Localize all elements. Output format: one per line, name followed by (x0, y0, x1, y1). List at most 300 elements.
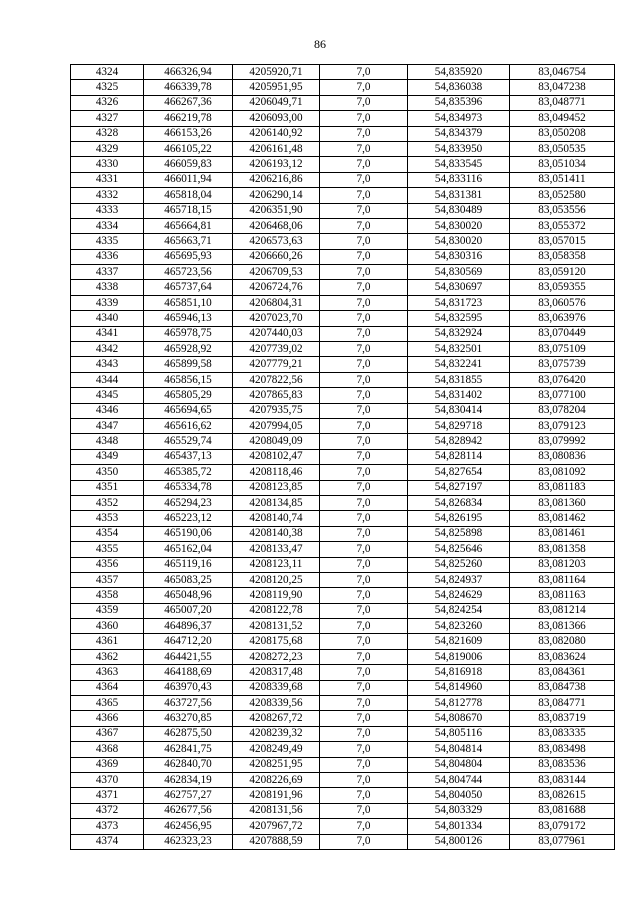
longitude-cell: 83,050208 (510, 126, 615, 141)
latitude-cell: 54,808670 (408, 711, 510, 726)
height-cell: 7,0 (320, 526, 408, 541)
latitude-cell: 54,814960 (408, 680, 510, 695)
y-coordinate-cell: 4207440,03 (233, 326, 320, 341)
height-cell: 7,0 (320, 465, 408, 480)
longitude-cell: 83,079123 (510, 418, 615, 433)
x-coordinate-cell: 465162,04 (144, 542, 233, 557)
y-coordinate-cell: 4205951,95 (233, 80, 320, 95)
table-row (71, 280, 615, 295)
table-row (71, 342, 615, 357)
table-row (71, 588, 615, 603)
point-number-cell: 4359 (71, 603, 144, 618)
longitude-cell: 83,060576 (510, 295, 615, 310)
x-coordinate-cell: 465899,58 (144, 357, 233, 372)
latitude-cell: 54,824629 (408, 588, 510, 603)
table-row (71, 434, 615, 449)
height-cell: 7,0 (320, 342, 408, 357)
x-coordinate-cell: 465616,62 (144, 418, 233, 433)
point-number-cell: 4330 (71, 157, 144, 172)
longitude-cell: 83,079992 (510, 434, 615, 449)
x-coordinate-cell: 465663,71 (144, 234, 233, 249)
height-cell: 7,0 (320, 234, 408, 249)
point-number-cell: 4373 (71, 819, 144, 834)
point-number-cell: 4325 (71, 80, 144, 95)
table-row (71, 572, 615, 587)
x-coordinate-cell: 465928,92 (144, 342, 233, 357)
y-coordinate-cell: 4208267,72 (233, 711, 320, 726)
point-number-cell: 4362 (71, 649, 144, 664)
latitude-cell: 54,821609 (408, 634, 510, 649)
table-row (71, 157, 615, 172)
point-number-cell: 4344 (71, 372, 144, 387)
y-coordinate-cell: 4208140,38 (233, 526, 320, 541)
latitude-cell: 54,800126 (408, 834, 510, 849)
y-coordinate-cell: 4208251,95 (233, 757, 320, 772)
height-cell: 7,0 (320, 757, 408, 772)
longitude-cell: 83,063976 (510, 311, 615, 326)
y-coordinate-cell: 4208272,23 (233, 649, 320, 664)
height-cell: 7,0 (320, 357, 408, 372)
longitude-cell: 83,058358 (510, 249, 615, 264)
y-coordinate-cell: 4206660,26 (233, 249, 320, 264)
table-row (71, 603, 615, 618)
point-number-cell: 4367 (71, 726, 144, 741)
latitude-cell: 54,827654 (408, 465, 510, 480)
height-cell: 7,0 (320, 403, 408, 418)
y-coordinate-cell: 4207888,59 (233, 834, 320, 849)
longitude-cell: 83,077100 (510, 388, 615, 403)
y-coordinate-cell: 4208226,69 (233, 772, 320, 787)
point-number-cell: 4374 (71, 834, 144, 849)
table-row (71, 757, 615, 772)
x-coordinate-cell: 465695,93 (144, 249, 233, 264)
latitude-cell: 54,825646 (408, 542, 510, 557)
y-coordinate-cell: 4206216,86 (233, 172, 320, 187)
table-row (71, 711, 615, 726)
coordinates-table-body (71, 65, 615, 850)
y-coordinate-cell: 4206049,71 (233, 95, 320, 110)
point-number-cell: 4357 (71, 572, 144, 587)
point-number-cell: 4327 (71, 111, 144, 126)
longitude-cell: 83,077961 (510, 834, 615, 849)
longitude-cell: 83,078204 (510, 403, 615, 418)
height-cell: 7,0 (320, 834, 408, 849)
table-row (71, 80, 615, 95)
latitude-cell: 54,835920 (408, 65, 510, 80)
point-number-cell: 4352 (71, 495, 144, 510)
latitude-cell: 54,830020 (408, 218, 510, 233)
latitude-cell: 54,825898 (408, 526, 510, 541)
point-number-cell: 4350 (71, 465, 144, 480)
y-coordinate-cell: 4206709,53 (233, 265, 320, 280)
point-number-cell: 4365 (71, 696, 144, 711)
latitude-cell: 54,804814 (408, 742, 510, 757)
latitude-cell: 54,832501 (408, 342, 510, 357)
x-coordinate-cell: 464896,37 (144, 619, 233, 634)
height-cell: 7,0 (320, 449, 408, 464)
longitude-cell: 83,084771 (510, 696, 615, 711)
longitude-cell: 83,050535 (510, 141, 615, 156)
height-cell: 7,0 (320, 803, 408, 818)
table-row (71, 388, 615, 403)
x-coordinate-cell: 462757,27 (144, 788, 233, 803)
latitude-cell: 54,832595 (408, 311, 510, 326)
x-coordinate-cell: 465851,10 (144, 295, 233, 310)
point-number-cell: 4324 (71, 65, 144, 80)
height-cell: 7,0 (320, 742, 408, 757)
table-row (71, 403, 615, 418)
point-number-cell: 4349 (71, 449, 144, 464)
latitude-cell: 54,826195 (408, 511, 510, 526)
point-number-cell: 4339 (71, 295, 144, 310)
latitude-cell: 54,823260 (408, 619, 510, 634)
latitude-cell: 54,832241 (408, 357, 510, 372)
x-coordinate-cell: 465083,25 (144, 572, 233, 587)
latitude-cell: 54,833950 (408, 141, 510, 156)
height-cell: 7,0 (320, 388, 408, 403)
latitude-cell: 54,835396 (408, 95, 510, 110)
table-row (71, 141, 615, 156)
point-number-cell: 4335 (71, 234, 144, 249)
point-number-cell: 4348 (71, 434, 144, 449)
height-cell: 7,0 (320, 157, 408, 172)
table-row (71, 65, 615, 80)
x-coordinate-cell: 466267,36 (144, 95, 233, 110)
point-number-cell: 4360 (71, 619, 144, 634)
table-row (71, 95, 615, 110)
y-coordinate-cell: 4206468,06 (233, 218, 320, 233)
height-cell: 7,0 (320, 772, 408, 787)
point-number-cell: 4328 (71, 126, 144, 141)
y-coordinate-cell: 4208140,74 (233, 511, 320, 526)
y-coordinate-cell: 4207023,70 (233, 311, 320, 326)
latitude-cell: 54,830316 (408, 249, 510, 264)
y-coordinate-cell: 4208118,46 (233, 465, 320, 480)
y-coordinate-cell: 4207967,72 (233, 819, 320, 834)
point-number-cell: 4337 (71, 265, 144, 280)
height-cell: 7,0 (320, 141, 408, 156)
latitude-cell: 54,830569 (408, 265, 510, 280)
height-cell: 7,0 (320, 434, 408, 449)
point-number-cell: 4351 (71, 480, 144, 495)
latitude-cell: 54,824937 (408, 572, 510, 587)
x-coordinate-cell: 465664,81 (144, 218, 233, 233)
y-coordinate-cell: 4206140,92 (233, 126, 320, 141)
y-coordinate-cell: 4206161,48 (233, 141, 320, 156)
longitude-cell: 83,083536 (510, 757, 615, 772)
point-number-cell: 4358 (71, 588, 144, 603)
height-cell: 7,0 (320, 788, 408, 803)
x-coordinate-cell: 466011,94 (144, 172, 233, 187)
latitude-cell: 54,829718 (408, 418, 510, 433)
x-coordinate-cell: 465978,75 (144, 326, 233, 341)
point-number-cell: 4340 (71, 311, 144, 326)
longitude-cell: 83,055372 (510, 218, 615, 233)
latitude-cell: 54,824254 (408, 603, 510, 618)
longitude-cell: 83,059120 (510, 265, 615, 280)
y-coordinate-cell: 4208339,56 (233, 696, 320, 711)
longitude-cell: 83,049452 (510, 111, 615, 126)
longitude-cell: 83,051034 (510, 157, 615, 172)
height-cell: 7,0 (320, 203, 408, 218)
table-row (71, 495, 615, 510)
longitude-cell: 83,082615 (510, 788, 615, 803)
point-number-cell: 4355 (71, 542, 144, 557)
page-number: 86 (314, 37, 326, 51)
latitude-cell: 54,805116 (408, 726, 510, 741)
point-number-cell: 4369 (71, 757, 144, 772)
x-coordinate-cell: 464188,69 (144, 665, 233, 680)
table-row (71, 265, 615, 280)
x-coordinate-cell: 466326,94 (144, 65, 233, 80)
latitude-cell: 54,804804 (408, 757, 510, 772)
x-coordinate-cell: 463727,56 (144, 696, 233, 711)
latitude-cell: 54,830489 (408, 203, 510, 218)
point-number-cell: 4332 (71, 188, 144, 203)
height-cell: 7,0 (320, 311, 408, 326)
y-coordinate-cell: 4208122,78 (233, 603, 320, 618)
longitude-cell: 83,047238 (510, 80, 615, 95)
table-row (71, 357, 615, 372)
longitude-cell: 83,081358 (510, 542, 615, 557)
longitude-cell: 83,081366 (510, 619, 615, 634)
point-number-cell: 4329 (71, 141, 144, 156)
y-coordinate-cell: 4208134,85 (233, 495, 320, 510)
point-number-cell: 4334 (71, 218, 144, 233)
height-cell: 7,0 (320, 280, 408, 295)
latitude-cell: 54,812778 (408, 696, 510, 711)
height-cell: 7,0 (320, 680, 408, 695)
table-row (71, 542, 615, 557)
latitude-cell: 54,833116 (408, 172, 510, 187)
longitude-cell: 83,075739 (510, 357, 615, 372)
table-row (71, 326, 615, 341)
table-row (71, 111, 615, 126)
x-coordinate-cell: 466339,78 (144, 80, 233, 95)
y-coordinate-cell: 4208191,96 (233, 788, 320, 803)
longitude-cell: 83,070449 (510, 326, 615, 341)
point-number-cell: 4326 (71, 95, 144, 110)
table-row (71, 295, 615, 310)
y-coordinate-cell: 4206804,31 (233, 295, 320, 310)
table-row (71, 234, 615, 249)
y-coordinate-cell: 4208339,68 (233, 680, 320, 695)
y-coordinate-cell: 4208317,48 (233, 665, 320, 680)
y-coordinate-cell: 4208249,49 (233, 742, 320, 757)
y-coordinate-cell: 4206290,14 (233, 188, 320, 203)
x-coordinate-cell: 462677,56 (144, 803, 233, 818)
longitude-cell: 83,083624 (510, 649, 615, 664)
latitude-cell: 54,830020 (408, 234, 510, 249)
x-coordinate-cell: 465805,29 (144, 388, 233, 403)
point-number-cell: 4338 (71, 280, 144, 295)
table-row (71, 803, 615, 818)
latitude-cell: 54,826834 (408, 495, 510, 510)
height-cell: 7,0 (320, 588, 408, 603)
y-coordinate-cell: 4206193,12 (233, 157, 320, 172)
height-cell: 7,0 (320, 126, 408, 141)
latitude-cell: 54,828942 (408, 434, 510, 449)
x-coordinate-cell: 465223,12 (144, 511, 233, 526)
x-coordinate-cell: 462840,70 (144, 757, 233, 772)
latitude-cell: 54,827197 (408, 480, 510, 495)
x-coordinate-cell: 465190,06 (144, 526, 233, 541)
table-row (71, 834, 615, 849)
y-coordinate-cell: 4205920,71 (233, 65, 320, 80)
x-coordinate-cell: 465718,15 (144, 203, 233, 218)
table-row (71, 726, 615, 741)
longitude-cell: 83,083144 (510, 772, 615, 787)
point-number-cell: 4346 (71, 403, 144, 418)
latitude-cell: 54,804744 (408, 772, 510, 787)
table-row (71, 526, 615, 541)
height-cell: 7,0 (320, 542, 408, 557)
y-coordinate-cell: 4208119,90 (233, 588, 320, 603)
table-row (71, 819, 615, 834)
table-row (71, 742, 615, 757)
longitude-cell: 83,075109 (510, 342, 615, 357)
table-row (71, 480, 615, 495)
height-cell: 7,0 (320, 372, 408, 387)
height-cell: 7,0 (320, 726, 408, 741)
height-cell: 7,0 (320, 188, 408, 203)
height-cell: 7,0 (320, 218, 408, 233)
y-coordinate-cell: 4208102,47 (233, 449, 320, 464)
height-cell: 7,0 (320, 696, 408, 711)
x-coordinate-cell: 462834,19 (144, 772, 233, 787)
point-number-cell: 4336 (71, 249, 144, 264)
x-coordinate-cell: 462875,50 (144, 726, 233, 741)
table-row (71, 649, 615, 664)
y-coordinate-cell: 4208133,47 (233, 542, 320, 557)
latitude-cell: 54,834973 (408, 111, 510, 126)
y-coordinate-cell: 4208131,52 (233, 619, 320, 634)
longitude-cell: 83,081164 (510, 572, 615, 587)
height-cell: 7,0 (320, 295, 408, 310)
longitude-cell: 83,083498 (510, 742, 615, 757)
table-row (71, 126, 615, 141)
x-coordinate-cell: 465529,74 (144, 434, 233, 449)
y-coordinate-cell: 4207994,05 (233, 418, 320, 433)
table-row (71, 172, 615, 187)
height-cell: 7,0 (320, 603, 408, 618)
latitude-cell: 54,831855 (408, 372, 510, 387)
longitude-cell: 83,081183 (510, 480, 615, 495)
latitude-cell: 54,836038 (408, 80, 510, 95)
table-row (71, 619, 615, 634)
y-coordinate-cell: 4207779,21 (233, 357, 320, 372)
longitude-cell: 83,048771 (510, 95, 615, 110)
table-row (71, 218, 615, 233)
table-row (71, 203, 615, 218)
point-number-cell: 4363 (71, 665, 144, 680)
x-coordinate-cell: 465294,23 (144, 495, 233, 510)
latitude-cell: 54,819006 (408, 649, 510, 664)
height-cell: 7,0 (320, 249, 408, 264)
height-cell: 7,0 (320, 634, 408, 649)
x-coordinate-cell: 464712,20 (144, 634, 233, 649)
point-number-cell: 4342 (71, 342, 144, 357)
longitude-cell: 83,081688 (510, 803, 615, 818)
y-coordinate-cell: 4206724,76 (233, 280, 320, 295)
latitude-cell: 54,803329 (408, 803, 510, 818)
y-coordinate-cell: 4207935,75 (233, 403, 320, 418)
table-row (71, 418, 615, 433)
longitude-cell: 83,084738 (510, 680, 615, 695)
table-row (71, 772, 615, 787)
x-coordinate-cell: 465694,65 (144, 403, 233, 418)
longitude-cell: 83,081461 (510, 526, 615, 541)
table-row (71, 249, 615, 264)
point-number-cell: 4356 (71, 557, 144, 572)
table-row (71, 634, 615, 649)
longitude-cell: 83,051411 (510, 172, 615, 187)
point-number-cell: 4370 (71, 772, 144, 787)
height-cell: 7,0 (320, 480, 408, 495)
latitude-cell: 54,804050 (408, 788, 510, 803)
y-coordinate-cell: 4208049,09 (233, 434, 320, 449)
y-coordinate-cell: 4206351,90 (233, 203, 320, 218)
height-cell: 7,0 (320, 665, 408, 680)
x-coordinate-cell: 465946,13 (144, 311, 233, 326)
point-number-cell: 4361 (71, 634, 144, 649)
latitude-cell: 54,830414 (408, 403, 510, 418)
y-coordinate-cell: 4206093,00 (233, 111, 320, 126)
height-cell: 7,0 (320, 619, 408, 634)
x-coordinate-cell: 465818,04 (144, 188, 233, 203)
table-row (71, 449, 615, 464)
height-cell: 7,0 (320, 649, 408, 664)
latitude-cell: 54,816918 (408, 665, 510, 680)
point-number-cell: 4341 (71, 326, 144, 341)
x-coordinate-cell: 464421,55 (144, 649, 233, 664)
height-cell: 7,0 (320, 819, 408, 834)
y-coordinate-cell: 4207739,02 (233, 342, 320, 357)
longitude-cell: 83,076420 (510, 372, 615, 387)
point-number-cell: 4347 (71, 418, 144, 433)
x-coordinate-cell: 462323,23 (144, 834, 233, 849)
x-coordinate-cell: 462841,75 (144, 742, 233, 757)
latitude-cell: 54,831381 (408, 188, 510, 203)
table-row (71, 188, 615, 203)
x-coordinate-cell: 466219,78 (144, 111, 233, 126)
table-row (71, 696, 615, 711)
x-coordinate-cell: 465119,16 (144, 557, 233, 572)
x-coordinate-cell: 465334,78 (144, 480, 233, 495)
point-number-cell: 4372 (71, 803, 144, 818)
height-cell: 7,0 (320, 711, 408, 726)
point-number-cell: 4333 (71, 203, 144, 218)
table-row (71, 465, 615, 480)
x-coordinate-cell: 466105,22 (144, 141, 233, 156)
y-coordinate-cell: 4208239,32 (233, 726, 320, 741)
coordinates-table (70, 64, 615, 850)
x-coordinate-cell: 465437,13 (144, 449, 233, 464)
point-number-cell: 4353 (71, 511, 144, 526)
x-coordinate-cell: 465048,96 (144, 588, 233, 603)
height-cell: 7,0 (320, 557, 408, 572)
point-number-cell: 4345 (71, 388, 144, 403)
table-row (71, 788, 615, 803)
latitude-cell: 54,828114 (408, 449, 510, 464)
height-cell: 7,0 (320, 65, 408, 80)
latitude-cell: 54,834379 (408, 126, 510, 141)
latitude-cell: 54,830697 (408, 280, 510, 295)
longitude-cell: 83,059355 (510, 280, 615, 295)
latitude-cell: 54,825260 (408, 557, 510, 572)
x-coordinate-cell: 463270,85 (144, 711, 233, 726)
y-coordinate-cell: 4208175,68 (233, 634, 320, 649)
